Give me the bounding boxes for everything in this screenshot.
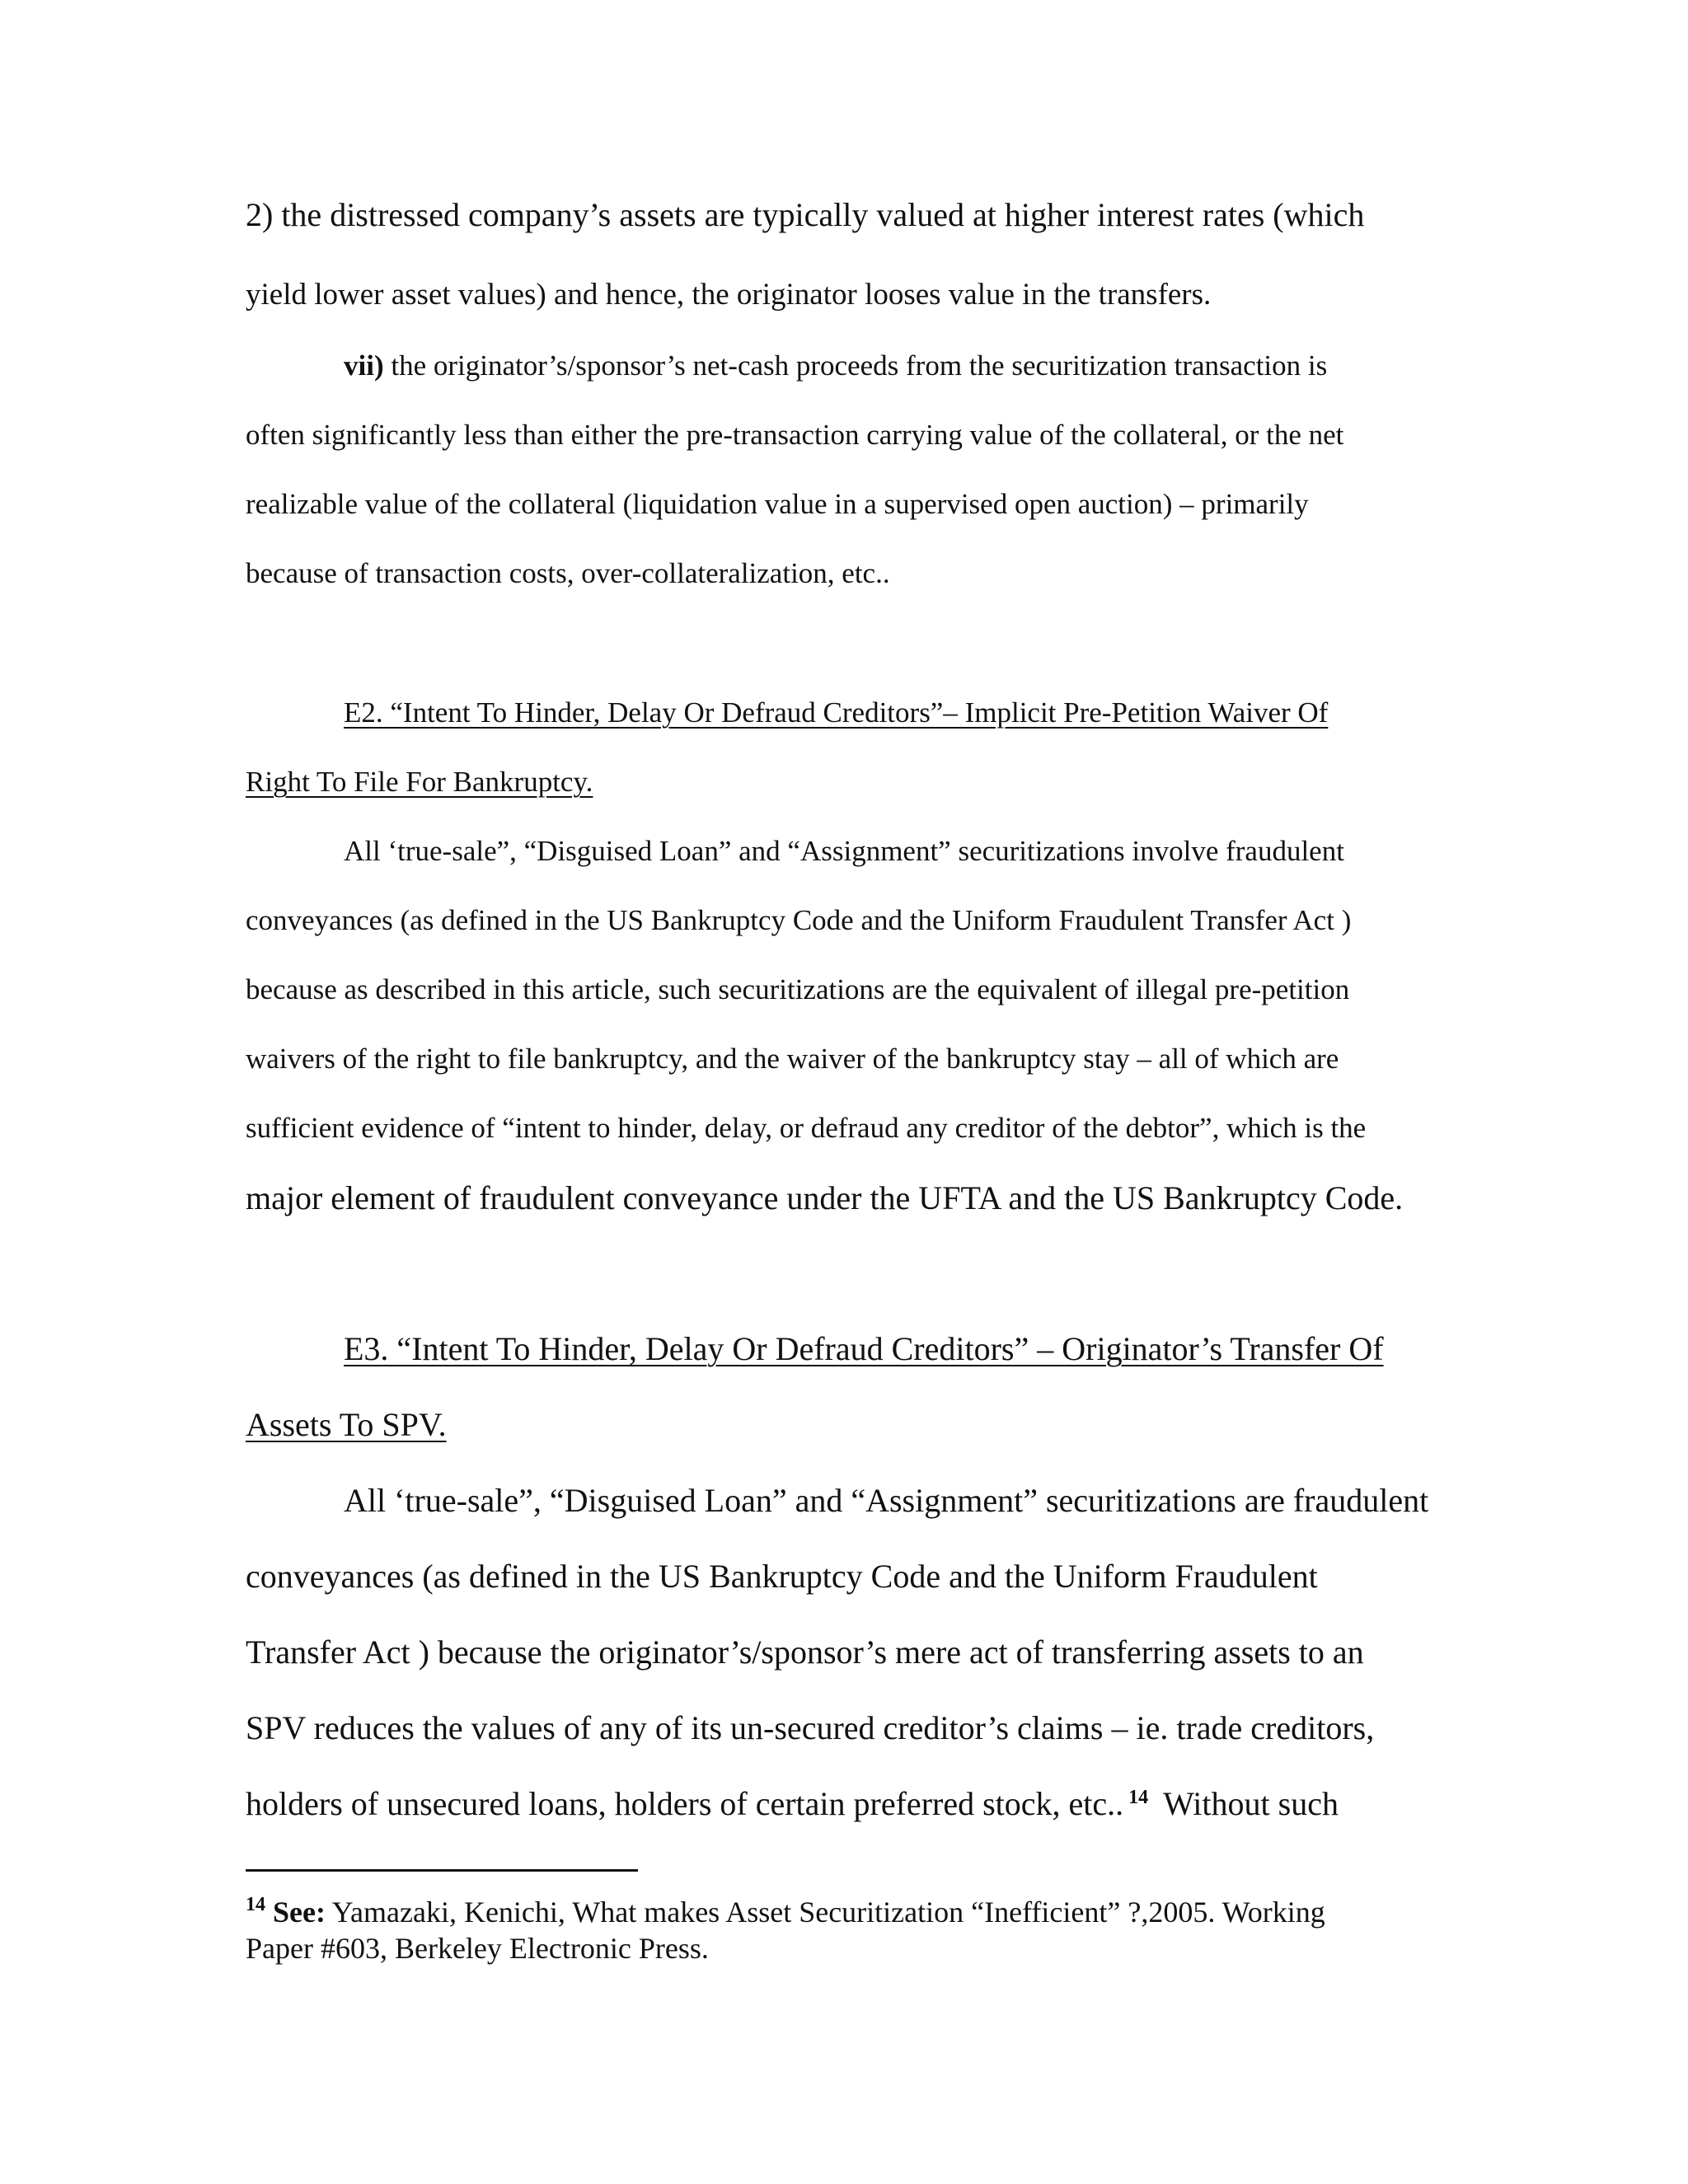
paragraph-line: waivers of the right to file bankruptcy, and the waiver of the bankruptcy stay – all of which are: [246, 1043, 1339, 1075]
paragraph-line: All ‘true-sale”, “Disguised Loan” and “Assignment” securitizations are fraudulent: [344, 1482, 1429, 1519]
list-item-vii: [344, 351, 1327, 380]
paragraph-line: sufficient evidence of “intent to hinder, delay, or defraud any creditor of the debtor”, which is the: [246, 1112, 1367, 1144]
section-heading-e2-cont: Right To File For Bankruptcy.: [246, 766, 593, 798]
paragraph-line: because of transaction costs, over-collateralization, etc..: [246, 557, 890, 589]
paragraph-line: often significantly less than either the pre-transaction carrying value of the collateral, or the net: [246, 419, 1344, 451]
footnote-label: See:: [273, 1896, 326, 1929]
footnote: [246, 1894, 1325, 1929]
paragraph-line: conveyances (as defined in the US Bankruptcy Code and the Uniform Fraudulent: [246, 1558, 1318, 1595]
footnote-separator: [246, 1869, 638, 1872]
paragraph-line: the originator’s/sponsor’s net-cash proceeds from the securitization transaction is: [383, 349, 1328, 382]
paragraph-line: Transfer Act ) because the originator’s/sponsor’s mere act of transferring assets to an: [246, 1633, 1364, 1671]
paragraph-line: All ‘true-sale”, “Disguised Loan” and “Assignment” securitizations involve fraudulent: [344, 835, 1344, 867]
section-heading-e3: E3. “Intent To Hinder, Delay Or Defraud Creditors” – Originator’s Transfer Of: [344, 1330, 1384, 1367]
paragraph-line: because as described in this article, such securitizations are the equivalent of illegal pre-petition: [246, 973, 1350, 1005]
paragraph-line: SPV reduces the values of any of its un-secured creditor’s claims – ie. trade creditors,: [246, 1709, 1375, 1746]
text-run: holders of unsecured loans, holders of certain preferred stock, etc..: [246, 1785, 1124, 1822]
section-heading-e2: E2. “Intent To Hinder, Delay Or Defraud Creditors”– Implicit Pre-Petition Waiver Of: [344, 696, 1329, 729]
text-run: Without such: [1163, 1785, 1339, 1822]
paragraph-line: [246, 1785, 1339, 1822]
paragraph-line: 2) the distressed company’s assets are typically valued at higher interest rates (which: [246, 196, 1365, 233]
paragraph-line: conveyances (as defined in the US Bankruptcy Code and the Uniform Fraudulent Transfer Act ): [246, 904, 1352, 936]
footnote-cont: Paper #603, Berkeley Electronic Press.: [246, 1932, 709, 1965]
paragraph-line: yield lower asset values) and hence, the originator looses value in the transfers.: [246, 278, 1212, 312]
footnote-reference[interactable]: 14: [1128, 1787, 1149, 1808]
footnote-number: 14: [246, 1894, 265, 1915]
paragraph-line: major element of fraudulent conveyance under the UFTA and the US Bankruptcy Code.: [246, 1179, 1404, 1216]
section-heading-e3-cont: Assets To SPV.: [246, 1406, 447, 1443]
paragraph-line: realizable value of the collateral (liquidation value in a supervised open auction) – primarily: [246, 488, 1309, 520]
footnote-text: Yamazaki, Kenichi, What makes Asset Securitization “Inefficient” ?,2005. Working: [325, 1896, 1325, 1929]
list-marker: vii): [344, 349, 384, 382]
